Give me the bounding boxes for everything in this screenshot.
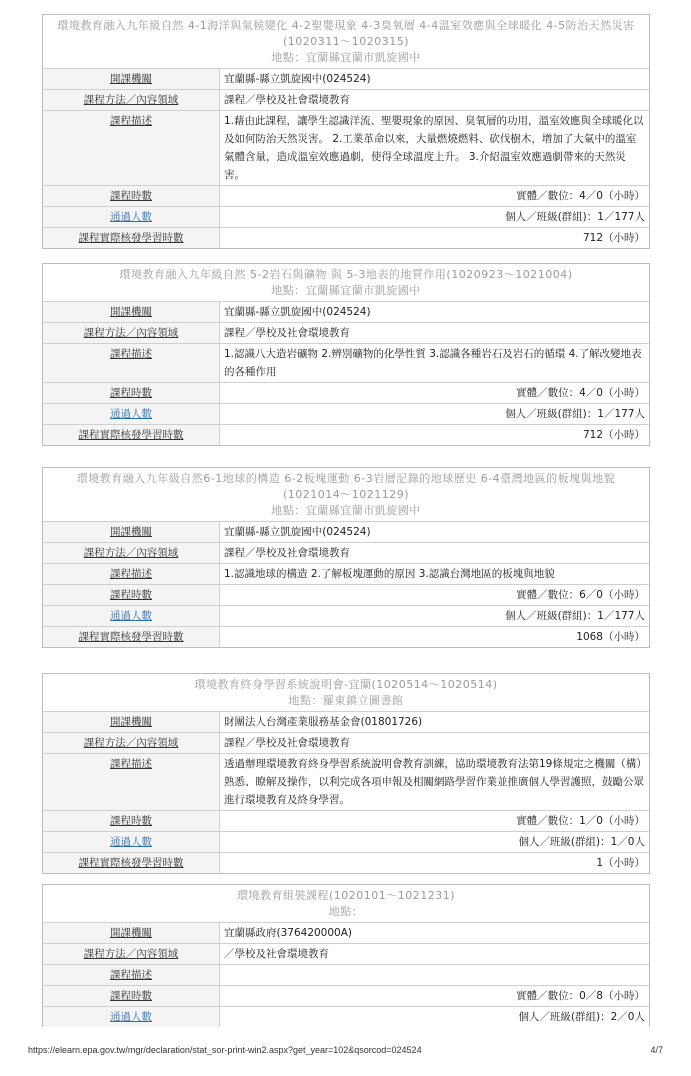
desc-label[interactable]: 課程描述 xyxy=(43,965,220,986)
hours-value: 實體／數位：0／8（小時） xyxy=(220,986,650,1007)
agency-label[interactable]: 開課機關 xyxy=(43,522,220,543)
table-row xyxy=(43,853,649,874)
actual-label[interactable]: 課程實際核發學習時數 xyxy=(43,853,220,874)
table-row xyxy=(43,404,649,425)
method-value: ／學校及社會環境教育 xyxy=(220,944,650,965)
print-footer xyxy=(28,1045,663,1055)
course-header xyxy=(43,674,649,712)
agency-value: 宜蘭縣-縣立凱旋國中(024524) xyxy=(220,302,650,323)
hours-label[interactable]: 課程時數 xyxy=(43,585,220,606)
method-value: 課程／學校及社會環境教育 xyxy=(220,323,650,344)
page-number: 4/7 xyxy=(650,1045,663,1055)
table-row xyxy=(43,944,649,965)
method-label[interactable]: 課程方法／內容領域 xyxy=(43,323,220,344)
hours-label[interactable]: 課程時數 xyxy=(43,383,220,404)
agency-value: 宜蘭縣-縣立凱旋國中(024524) xyxy=(220,522,650,543)
table-row xyxy=(43,986,649,1007)
hours-label[interactable]: 課程時數 xyxy=(43,811,220,832)
course-title: 環境教育融入九年級自然 4-1海洋與氣候變化 4-2聖嬰現象 4-3臭氧層 4-4溫室效應與全球暖化 4-5防治天然災害(1020311～1020315) xyxy=(57,19,635,48)
desc-label[interactable]: 課程描述 xyxy=(43,754,220,811)
passed-link[interactable]: 通過人數 xyxy=(43,1007,220,1028)
method-value: 課程／學校及社會環境教育 xyxy=(220,90,650,111)
table-row xyxy=(43,228,649,249)
course-header xyxy=(43,468,649,522)
table-row xyxy=(43,811,649,832)
desc-label[interactable]: 課程描述 xyxy=(43,564,220,585)
agency-label[interactable]: 開課機關 xyxy=(43,923,220,944)
table-row xyxy=(43,383,649,404)
table-row xyxy=(43,522,649,543)
method-value: 課程／學校及社會環境教育 xyxy=(220,543,650,564)
desc-value: 透過辦理環境教育終身學習系統說明會教育訓練，協助環境教育法第19條規定之機關（構）熟悉、瞭解及操作，以利完成各項申報及相關網路學習作業並推廣個人學習護照，鼓勵公眾進行環境教育及終身學習。 xyxy=(220,754,650,811)
desc-label[interactable]: 課程描述 xyxy=(43,111,220,186)
table-row xyxy=(43,1007,649,1028)
course-title: 環境教育組裝課程(1020101～1021231) xyxy=(236,889,456,902)
agency-value: 宜蘭縣政府(376420000A) xyxy=(220,923,650,944)
method-label[interactable]: 課程方法／內容領域 xyxy=(43,543,220,564)
table-row xyxy=(43,302,649,323)
actual-label[interactable]: 課程實際核發學習時數 xyxy=(43,425,220,446)
hours-value: 實體／數位：4／0（小時） xyxy=(220,383,650,404)
course-block-2 xyxy=(42,263,650,446)
method-label[interactable]: 課程方法／內容領域 xyxy=(43,944,220,965)
table-row xyxy=(43,606,649,627)
actual-value: 1068（小時） xyxy=(220,627,650,648)
actual-value: 1（小時） xyxy=(220,853,650,874)
table-row xyxy=(43,425,649,446)
passed-link[interactable]: 通過人數 xyxy=(43,606,220,627)
desc-value: 1.認識地球的構造 2.了解板塊運動的原因 3.認識台灣地區的板塊與地貌 xyxy=(220,564,650,585)
hours-value: 實體／數位：1／0（小時） xyxy=(220,811,650,832)
desc-value: 1.認識八大造岩礦物 2.辨別礦物的化學性質 3.認識各種岩石及岩石的循環 4.了解改變地表的各種作用 xyxy=(220,344,650,383)
table-row xyxy=(43,923,649,944)
method-value: 課程／學校及社會環境教育 xyxy=(220,733,650,754)
passed-value: 個人／班級(群組)：2／0人 xyxy=(220,1007,650,1028)
passed-link[interactable]: 通過人數 xyxy=(43,404,220,425)
method-label[interactable]: 課程方法／內容領域 xyxy=(43,90,220,111)
hours-value: 實體／數位：4／0（小時） xyxy=(220,186,650,207)
table-row xyxy=(43,69,649,90)
table-row xyxy=(43,754,649,811)
course-title: 環境教育終身學習系統說明會-宜蘭(1020514～1020514) xyxy=(194,678,498,691)
course-location: 地點：羅東鎮立圖書館 xyxy=(288,694,404,707)
passed-value: 個人／班級(群組)：1／177人 xyxy=(220,404,650,425)
table-row xyxy=(43,111,649,186)
course-block-4 xyxy=(42,673,650,874)
table-row xyxy=(43,832,649,853)
course-location: 地點：宜蘭縣宜蘭市凱旋國中 xyxy=(271,51,421,64)
table-row xyxy=(43,627,649,648)
actual-value: 712（小時） xyxy=(220,228,650,249)
agency-label[interactable]: 開課機關 xyxy=(43,69,220,90)
table-row xyxy=(43,585,649,606)
course-title: 環境教育融入九年級自然 5-2岩石與礦物 與 5-3地表的地質作用(1020923～1021004) xyxy=(119,268,573,281)
table-row xyxy=(43,564,649,585)
hours-label[interactable]: 課程時數 xyxy=(43,986,220,1007)
course-table xyxy=(43,522,649,647)
course-location: 地點：宜蘭縣宜蘭市凱旋國中 xyxy=(271,284,421,297)
table-row xyxy=(43,207,649,228)
page-url: https://elearn.epa.gov.tw/mgr/declaration/stat_sor-print-win2.aspx?get_year=102&qsorcod=024524 xyxy=(28,1045,422,1055)
passed-value: 個人／班級(群組)：1／0人 xyxy=(220,832,650,853)
course-table xyxy=(43,69,649,248)
course-block-3 xyxy=(42,467,650,648)
table-row xyxy=(43,323,649,344)
course-block-1 xyxy=(42,14,650,249)
course-header xyxy=(43,885,649,923)
table-row xyxy=(43,712,649,733)
course-header xyxy=(43,264,649,302)
actual-label[interactable]: 課程實際核發學習時數 xyxy=(43,627,220,648)
agency-label[interactable]: 開課機關 xyxy=(43,302,220,323)
actual-label[interactable]: 課程實際核發學習時數 xyxy=(43,228,220,249)
passed-link[interactable]: 通過人數 xyxy=(43,832,220,853)
table-row xyxy=(43,543,649,564)
course-table xyxy=(43,923,649,1027)
agency-value: 宜蘭縣-縣立凱旋國中(024524) xyxy=(220,69,650,90)
passed-link[interactable]: 通過人數 xyxy=(43,207,220,228)
actual-value: 712（小時） xyxy=(220,425,650,446)
table-row xyxy=(43,344,649,383)
course-location: 地點：宜蘭縣宜蘭市凱旋國中 xyxy=(271,504,421,517)
passed-value: 個人／班級(群組)：1／177人 xyxy=(220,606,650,627)
table-row xyxy=(43,965,649,986)
course-table xyxy=(43,302,649,445)
course-location: 地點： xyxy=(328,905,364,918)
table-row xyxy=(43,733,649,754)
course-block-5 xyxy=(42,884,650,1027)
hours-label[interactable]: 課程時數 xyxy=(43,186,220,207)
course-header xyxy=(43,15,649,69)
agency-label[interactable]: 開課機關 xyxy=(43,712,220,733)
table-row xyxy=(43,90,649,111)
passed-value: 個人／班級(群組)：1／177人 xyxy=(220,207,650,228)
agency-value: 財團法人台灣產業服務基金會(01801726) xyxy=(220,712,650,733)
method-label[interactable]: 課程方法／內容領域 xyxy=(43,733,220,754)
desc-value xyxy=(220,965,650,986)
course-table xyxy=(43,712,649,873)
desc-value: 1.藉由此課程，讓學生認識洋流、聖嬰現象的原因、臭氧層的功用，溫室效應與全球暖化以及如何防治天然災害。 2.工業革命以來，大量燃燒燃料、砍伐樹木，增加了大氣中的溫室氣體含量，造成溫室效應過劇，使得全球溫度上升。 3.介紹溫室效應過劇帶來的天然災害。 xyxy=(220,111,650,186)
course-title: 環境教育融入九年級自然6-1地球的構造 6-2板塊運動 6-3岩層記錄的地球歷史 6-4臺灣地區的板塊與地貌(1021014～1021129) xyxy=(76,472,616,501)
table-row xyxy=(43,186,649,207)
hours-value: 實體／數位：6／0（小時） xyxy=(220,585,650,606)
desc-label[interactable]: 課程描述 xyxy=(43,344,220,383)
